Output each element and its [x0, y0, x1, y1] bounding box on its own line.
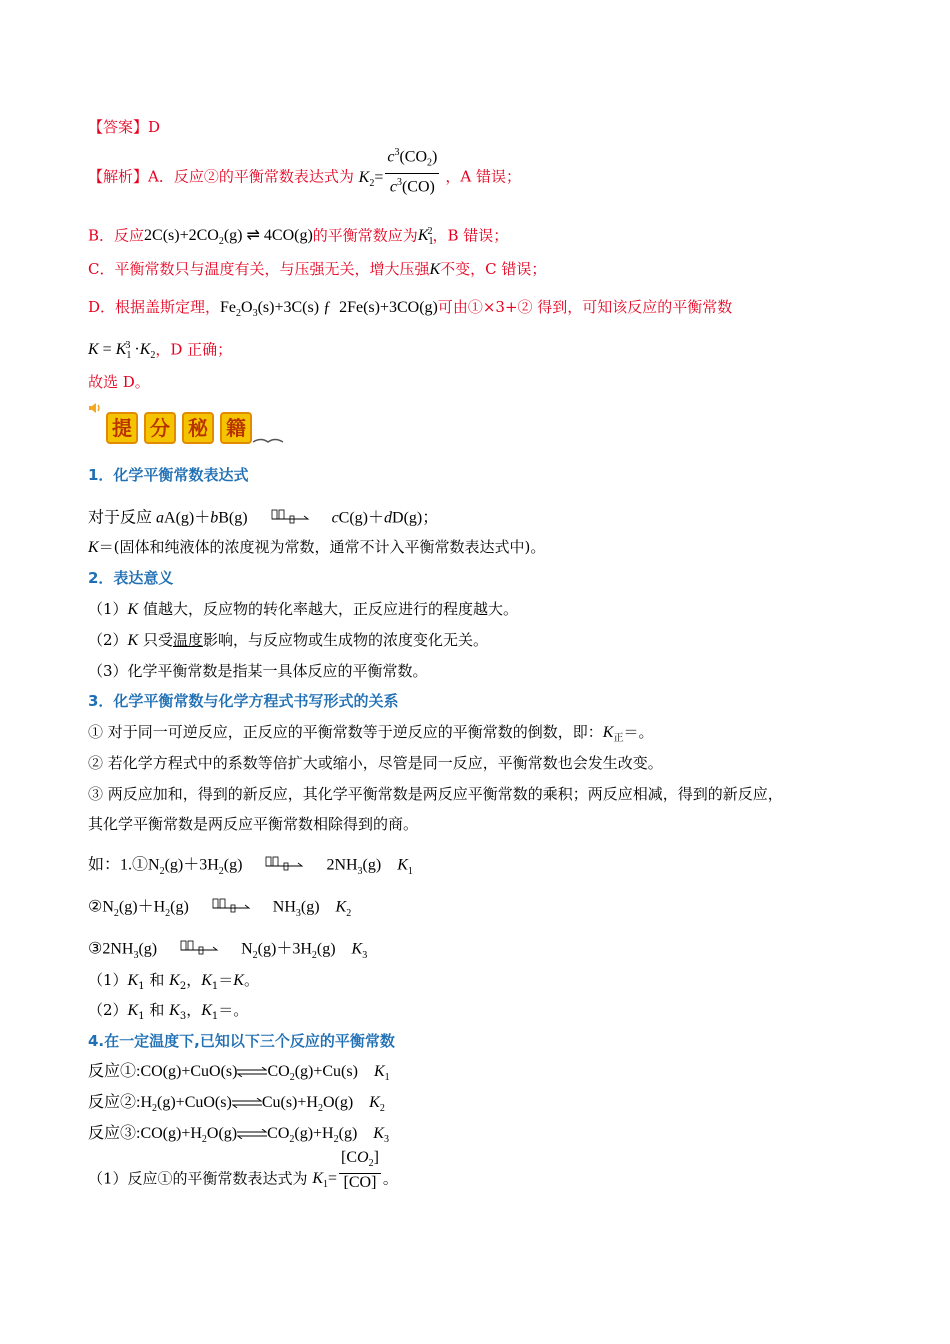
analysis-d-line: D．根据盖斯定理，$Fe_2O_3(s)+3C(s)$ ƒ 2Fe(s)+3CO(g)可由①×3+② 得到，可知该反应的平衡常数: [88, 298, 733, 320]
reaction-b-equation: $2C(s)+2CO_2(g)$ ⇌ 4CO(g): [144, 227, 313, 248]
section-2-title: 2．表达意义: [88, 569, 174, 587]
analysis-a-line: 【解析】A．反应②的平衡常数表达式为 $K_2=$ $\frac{c^3(CO_2)}{c^3(CO)}$ ，A 错误；: [88, 160, 521, 196]
analysis-d2-line: $K = K_1^3 \cdot K_2$，D 正确；: [88, 340, 233, 362]
k1-expression: $K_1=$ $\frac{[CO_2]}{[CO]}$: [312, 1149, 379, 1192]
reversible-arrow-icon: [264, 855, 304, 877]
s1-line-1: 对于反应 aA(g)＋bB(g) cC(g)＋dD(g)；: [88, 508, 438, 530]
s3-line-4: 其化学平衡常数是两反应平衡常数相除得到的商。: [88, 815, 419, 833]
equilibrium-arrow-icon: [232, 1098, 262, 1108]
banner-char: 提: [106, 412, 138, 444]
section-3-title: 3．化学平衡常数与化学方程式书写形式的关系: [88, 692, 399, 710]
reaction-2: 反应$②:H_2(g)+CuO(s)$ $Cu(s)+H_2O(g)$ $K_2$: [88, 1094, 385, 1115]
equilibrium-arrow-icon: [237, 1129, 267, 1139]
answer-value: D: [148, 118, 161, 136]
s3-line-1: ① 对于同一可逆反应，正反应的平衡常数等于逆反应的平衡常数的倒数，即：$K_正=$。: [88, 723, 654, 744]
equilibrium-arrow-icon: [237, 1067, 267, 1077]
example-3: $③2NH_3(g)$ $N_2(g)+3H_2(g)$ $K_3$: [88, 940, 368, 961]
reaction-3: 反应$③:CO(g)+H_2O(g)$ $CO_2(g)+H_2(g)$ $K_3$: [88, 1125, 389, 1146]
analysis-label: 【解析】: [88, 167, 149, 186]
s2-line-1: （1）K 值越大，反应物的转化率越大，正反应进行的程度越大。: [88, 600, 518, 618]
relation-1: $(1)K_1$ 和 $K_2$，$K_1=K$。: [88, 971, 259, 992]
reaction-1: 反应①:CO(g)+CuO(s) $CO_2(g)+Cu(s)$ $K_1$: [88, 1063, 390, 1084]
analysis-a-text: A．反应②的平衡常数表达式为: [148, 167, 354, 186]
s1-line-2: K＝(固体和纯液体的浓度视为常数，通常不计入平衡常数表达式中)。: [88, 538, 546, 556]
k-product-expression: $K = K_1^3 \cdot K_2$: [88, 340, 156, 362]
tips-banner: [106, 412, 283, 444]
reversible-arrow-icon: [270, 508, 310, 530]
section-1-title: 1．化学平衡常数表达式: [88, 466, 249, 484]
reversible-arrow-icon: [211, 897, 251, 919]
book-icon: [253, 434, 283, 444]
s3-line-3: ③ 两反应加和，得到的新反应，其化学平衡常数是两反应平衡常数的乘积；两反应相减，得到的新反应，: [88, 785, 783, 803]
analysis-c-line: C．平衡常数只与温度有关，与压强无关，增大压强K不变，C 错误；: [88, 260, 547, 278]
relation-2: $(2)K_1$ 和 $K_3$，$K_1=$。: [88, 1001, 249, 1022]
example-2: $②N_2(g)+H_2(g)$ $NH_3(g)$ $K_2$: [88, 898, 352, 919]
k1-fraction: $\frac{[CO_2]}{[CO]}$: [341, 1149, 379, 1192]
k2-expression: $K_2=$ $\frac{c^3(CO_2)}{c^3(CO)}$: [359, 169, 446, 186]
k2-fraction: $\frac{c^3(CO_2)}{c^3(CO)}$: [385, 144, 439, 196]
s2-line-2: （2）K 只受温度影响，与反应物或生成物的浓度变化无关。: [88, 631, 489, 649]
banner-char: 秘: [182, 412, 214, 444]
s2-line-3: （3）化学平衡常数是指某一具体反应的平衡常数。: [88, 662, 428, 680]
example-1: 如：$1.①N_2(g)+3H_2(g)$ $2NH_3(g)$ $K_1$: [88, 856, 413, 877]
question-1: （1）反应①的平衡常数表达式为 $K_1=$ $\frac{[CO_2]}{[CO]}$ 。: [88, 1149, 398, 1192]
analysis-b-line: B．反应$2C(s)+2CO_2(g)$ ⇌ 4CO(g)的平衡常数应为$K_1^2$，B 错误；: [88, 226, 509, 248]
answer-line: [88, 117, 160, 137]
reaction-d-equation: $Fe_2O_3(s)+3C(s)$ ƒ 2Fe(s)+3CO(g): [220, 299, 438, 320]
answer-label: 【答案】: [88, 118, 149, 136]
banner-char: 籍: [220, 412, 252, 444]
reversible-arrow-icon: [179, 939, 219, 961]
speaker-icon: [88, 400, 102, 419]
section-4-title: 4.在一定温度下,已知以下三个反应的平衡常数: [88, 1032, 395, 1050]
s3-line-2: ② 若化学方程式中的系数等倍扩大或缩小，尽管是同一反应，平衡常数也会发生改变。: [88, 754, 663, 772]
conclusion-line: 故选 D。: [88, 373, 150, 391]
banner-char: 分: [144, 412, 176, 444]
equilibrium-arrow-icon: ⇌: [246, 227, 260, 245]
